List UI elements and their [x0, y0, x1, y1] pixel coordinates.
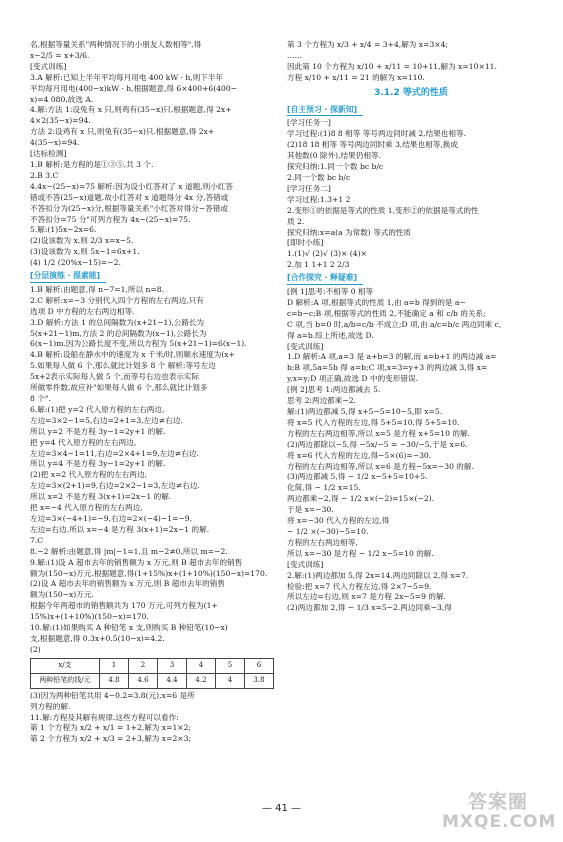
- text-line: 选项 D 中方程的左右两边相等.: [30, 306, 135, 316]
- page-number: — 41 —: [261, 803, 302, 814]
- right-text-block-2: [287, 103, 535, 615]
- text-line: 2.B 3.C: [30, 170, 59, 180]
- text-line: 将 x=−30 代入方程的左边,得: [287, 516, 390, 526]
- text-line: 方程的左右两边相等,所以 x=6 是方程−5x=−30 的解.: [287, 461, 474, 471]
- text-line: 因此第 10 个方程为 x/10 + x/11 = 10+11,解为 x=10×11.: [287, 61, 497, 71]
- text-line: 第 3 个方程为 x/3 + x/4 = 3+4,解为 x=3×4;: [287, 40, 449, 49]
- text-line: (3)两边都减 5,得 − 1/2 x−5+5=10+5.: [287, 472, 428, 482]
- text-line: 第 2 个方程为 x/2 + x/3 = 2+3,解为 x=2×3;: [30, 734, 192, 744]
- text-line: 检验:把 x=7 代入方程左边,得 2×7−5=9.: [287, 581, 432, 591]
- watermark-logo: [442, 791, 557, 836]
- text-line: 两边都乘−2,得 − 1/2 x×(−2)=15×(−2).: [287, 494, 435, 504]
- table-cell: 4.2: [187, 673, 216, 688]
- text-line: 将 x=6 代入方程的左边,得−5×(6)=−30.: [287, 450, 432, 460]
- text-line: 探究归纳:1.同一个数 bc b/c: [287, 162, 384, 172]
- text-line: 探究归纳:x=a(a 为常数) 等式的性质: [287, 227, 412, 237]
- text-line: 方程 x/10 + x/11 = 21 的解为 x=110.: [287, 72, 425, 82]
- table-cell: 4: [187, 658, 216, 673]
- text-line: [变式训练]: [287, 341, 324, 351]
- text-line: 额为(150−x)万元.根据题意,得(1+15%)x+(1+10%)(150−x)=170.: [30, 568, 268, 578]
- text-line: 10.解:(1)如果购买 A 种铅笔 x 支,则购买 B 种铅笔(10−x): [30, 623, 228, 633]
- text-line: 左边=3×2−1=5,右边=2+1=3,左边≠右边.: [30, 415, 183, 425]
- text-line: 4.B 解析:设船在静水中的速度为 x 千米/时,则顺水速度为(x+: [30, 350, 235, 360]
- right-text-block: [287, 40, 535, 84]
- text-line: (4) 1/2 (20%x−15)=−2.: [30, 258, 121, 268]
- text-line: 8.−2 解析:由题意,得 |m|−1=1,且 m−2≠0,所以 m=−2.: [30, 546, 228, 556]
- text-line: 所以 x=−30 是方程 − 1/2 x−5=10 的解.: [287, 548, 434, 558]
- text-line: 所以 y=4 不是方程 3y−1=2y+1 的解.: [30, 459, 166, 469]
- text-line: (2)把 x=2 代入原方程的左右两边,: [30, 470, 148, 480]
- left-text-block-after: [30, 691, 279, 746]
- section-heading: [自主预习 · 探新知]: [287, 105, 363, 117]
- text-line: [例 1]思考:不相等 0 相等: [287, 287, 374, 297]
- text-line: 1.D 解析:A 项,a=3 是 a+b=3 的解,而 a=b+1 的两边减 a=: [287, 352, 497, 362]
- text-line: (2): [30, 644, 41, 654]
- table-row: [31, 673, 274, 688]
- section-heading: [分层演练 · 提素能]: [30, 271, 106, 283]
- text-line: 2.C 解析:x=−3 分别代入四个方程的左右两边,只有: [30, 295, 204, 305]
- text-line: 左边=右边.所以 x=−4 是方程 3(x+1)=2x−1 的解.: [30, 524, 210, 534]
- text-line: 方程的左右两边相等,所以 x=5 是方程 x+5=10 的解.: [287, 428, 470, 438]
- text-line: 方程的左右两边相等,: [287, 537, 358, 547]
- text-line: 9.解:(1)设 A 超市去年的销售额为 x 万元,则 B 超市去年的销售: [30, 557, 243, 567]
- table-cell: 4.8: [100, 673, 129, 688]
- text-line: 2.变形①的依据是等式的性质 1,变形②的依据是等式的性: [287, 205, 479, 215]
- text-line: 不答扣分=75 分"可列方程为 4x−(25−x)=75.: [30, 214, 191, 224]
- text-line: − 1/2 ×(−30)−5=10.: [287, 526, 369, 536]
- text-line: 错或不答(25−x)道题.故小红答对 x 道题得分 4x 分,答错或: [30, 192, 229, 202]
- text-line: x−2/5 = x+3/6.: [30, 50, 90, 60]
- text-line: 左边=3×4−1=11,右边=2×4+1=9,左边≠右边.: [30, 448, 199, 458]
- text-line: 列方程的解.: [30, 701, 71, 711]
- text-line: 于是 x=−30.: [287, 505, 334, 515]
- text-line: 学习过程:(1)8 8 相等 等号两边同时减 2,结果也相等.: [287, 129, 466, 139]
- text-line: 5.如果每人做 6 个,那么就比计划多 8 个 解析:等号左边: [30, 361, 216, 371]
- table-cell: x/支: [31, 658, 100, 673]
- text-line: 方法 2:设鸡有 x 只,则兔有(35−x)只.根据题意,得 2x+: [30, 127, 215, 137]
- section-heading: [合作探究 · 释疑难]: [287, 273, 363, 285]
- text-line: ……: [287, 50, 303, 60]
- table-cell: 1: [100, 658, 129, 673]
- text-line: 6(x−1)m.因为公路长度不变,所以方程为 5(x+21−1)=6(x−1).: [30, 339, 247, 349]
- text-line: 把 x=−4 代入原方程的左右两边,: [30, 503, 143, 513]
- text-line: (2)两边都除以−5,得 −5x/−5 = −30/−5,于是 x=6.: [287, 439, 468, 449]
- text-line: x)=4 080,故选 A.: [30, 94, 94, 104]
- text-line: [变式训练]: [287, 559, 324, 569]
- table-header-row: [31, 658, 274, 673]
- table-cell: 4.6: [129, 673, 158, 688]
- pencil-price-table: [30, 658, 274, 689]
- text-line: 所做零件数,故应补"如果每人做 6 个,那么就比计划多: [30, 383, 208, 393]
- text-line: 1.(1)√ (2)√ (3)× (4)×: [287, 249, 367, 259]
- watermark-line: 答案圈: [467, 791, 528, 813]
- table-cell: 3.8: [245, 673, 274, 688]
- text-line: 根据今年两超市的销售额共为 170 万元,可列方程为(1+: [30, 601, 218, 611]
- text-line: 5.解:(1)5x−2x=6.: [30, 225, 97, 235]
- table-cell: 6: [245, 658, 274, 673]
- text-line: 5x+2表示实际每人做 5 个,而等号右边也表示实际: [30, 372, 200, 382]
- text-line: 15%)x+(1+10%)(150−x)=170.: [30, 612, 149, 622]
- text-line: [即时小练]: [287, 238, 324, 248]
- text-line: 平均每月用电(400−x)kW · h,根据题意,得 6×400+6(400−: [30, 83, 238, 93]
- text-line: 将 x=5 代入方程的左边,得 5+5=10,得 5+5=10.: [287, 417, 460, 427]
- text-line: 得 a=b.综上所述,故选 D.: [287, 330, 374, 340]
- text-line: 不答扣分为(25−x)分,根据等量关系"小红答对得分−答错或: [30, 203, 228, 213]
- text-line: 4.解:方法 1:设兔有 x 只,则鸡有(35−x)只.根据题意,得 2x+: [30, 105, 232, 115]
- text-line: 其他数(0 除外),结果仍相等.: [287, 151, 381, 161]
- left-column: [30, 40, 279, 745]
- text-line: 左边=3×(2+1)=9,右边=2×2−1=3,左边≠右边.: [30, 481, 200, 491]
- text-line: 1.B 解析:由题意,得 n−7=1,所以 n=8.: [30, 284, 164, 294]
- text-line: c=b−c;B 项,根据等式的性质 2,不能确定 a 和 c/b 的关系;: [287, 308, 486, 318]
- text-line: [学习任务二]: [287, 183, 331, 193]
- text-line: 2.同一个数 bc b/c: [287, 172, 351, 182]
- table-cell: 4: [216, 673, 245, 688]
- table-cell: 3: [158, 658, 187, 673]
- text-line: 3.A 解析:已知上半年平均每月用电 400 kW · h,则下半年: [30, 72, 224, 82]
- text-line: D 解析:A 项,根据等式的性质 1,由 a=b 得到的是 a−: [287, 297, 466, 307]
- text-line: 6.解:(1)把 y=2 代入原方程的左右两边,: [30, 404, 165, 414]
- text-line: (2)设 A 超市去年的销售额为 x 万元,则 B 超市去年的销售: [30, 579, 225, 589]
- table-cell: 4.4: [158, 673, 187, 688]
- text-line: 4(35−x)=94.: [30, 138, 80, 148]
- text-line: [学习任务一]: [287, 118, 331, 128]
- text-line: [变式训练]: [30, 61, 67, 71]
- text-line: 左边=3×(−4+1)=−9,右边=2×(−4)−1=−9,: [30, 513, 193, 523]
- right-column: [287, 40, 535, 614]
- text-line: 11.解:方程及其解有规律.这些方程可以看作:: [30, 712, 179, 722]
- text-line: (2)18 18 相等 等号两边同时乘 3,结果也相等,换成: [287, 140, 458, 150]
- text-line: 3.D 解析:方法 1 的总间隔数为(x+21−1),公路长为: [30, 317, 205, 327]
- text-line: 额为(150−x)万元.: [30, 590, 94, 600]
- text-line: 1.B 解析:是方程的是①③⑤,共 3 个.: [30, 159, 154, 169]
- text-line: 所以 y=2 不是方程 3y−1=2y+1 的解.: [30, 426, 166, 436]
- text-line: 支,根据题意,得 0.3x+0.5(10−x)=4.2.: [30, 633, 165, 643]
- text-line: 所以左边=右边,则 x=7 是方程 2x−5=9 的解.: [287, 592, 446, 602]
- text-line: [例 2]思考 1:两边都减去 5.: [287, 385, 381, 395]
- section-title: 3.1.2 等式的性质: [374, 87, 448, 98]
- text-line: 化简,得 − 1/2 x=15.: [287, 483, 361, 493]
- text-line: (3)设该数为 x,则 5x−1=6x+1.: [30, 247, 140, 257]
- watermark-line: MXQE.COM: [442, 812, 557, 832]
- text-line: C 项,当 b=0 时,a/b=c/b 不成立;D 项,由 a/c=b/c 两边同乘 c,: [287, 319, 502, 329]
- text-line: 学习过程:1.3+1 2: [287, 194, 351, 204]
- text-line: 名,根据等量关系"两种情况下的小朋友人数相等",得: [30, 40, 202, 49]
- text-line: (3)因为两种铅笔共用 4−0.2=3.8(元),x=6 是所: [30, 690, 195, 700]
- text-line: 7.C: [30, 535, 44, 545]
- text-line: y,x=y;D 项正确,故选 D 中的变形错误.: [287, 374, 418, 384]
- text-line: (2)两边都加 2,得 − 1/3 x=5−2.两边同乘−3,得: [287, 603, 452, 613]
- text-line: 质 2.: [287, 216, 305, 226]
- text-line: 2.解:(1)两边都加 5,得 2x=14.两边同除以 2,得 x=7.: [287, 570, 469, 580]
- text-line: 4.4x−(25−x)=75 解析:因为设小红答对了 x 道题,则小红答: [30, 181, 233, 191]
- left-text-block: [30, 40, 279, 656]
- text-line: 第 1 个方程为 x/2 + x/1 = 1+2,解为 x=1×2;: [30, 723, 192, 733]
- text-line: (2)设该数为 x,则 2/3 x=x−5.: [30, 236, 134, 246]
- text-line: b;B 项,5a=5b 得 a=b;C 项,x=3=y+3 的两边减 3,得 x=: [287, 363, 488, 373]
- table-cell: 两种铅笔的钱/元: [31, 673, 100, 688]
- table-cell: 5: [216, 658, 245, 673]
- text-line: 8 个".: [30, 394, 51, 403]
- text-line: 把 y=4 代入原方程的左右两边,: [30, 437, 137, 447]
- text-line: 解:(1)两边都减 5,得 x+5−5=10−5,即 x=5.: [287, 407, 443, 416]
- text-line: [达标检测]: [30, 149, 67, 159]
- text-line: 所以 x=2 不是方程 3(x+1)=2x−1 的解.: [30, 492, 172, 502]
- table-cell: 2: [129, 658, 158, 673]
- text-line: 4×2(35−x)=94.: [30, 116, 91, 126]
- text-line: 5(x+21−1)m,方法 2 的总间隔数为(x−1),公路长为: [30, 328, 207, 338]
- text-line: 思考 2:两边都乘−2.: [287, 396, 356, 406]
- text-line: 2.加 1 1+1 2 2/3: [287, 260, 350, 270]
